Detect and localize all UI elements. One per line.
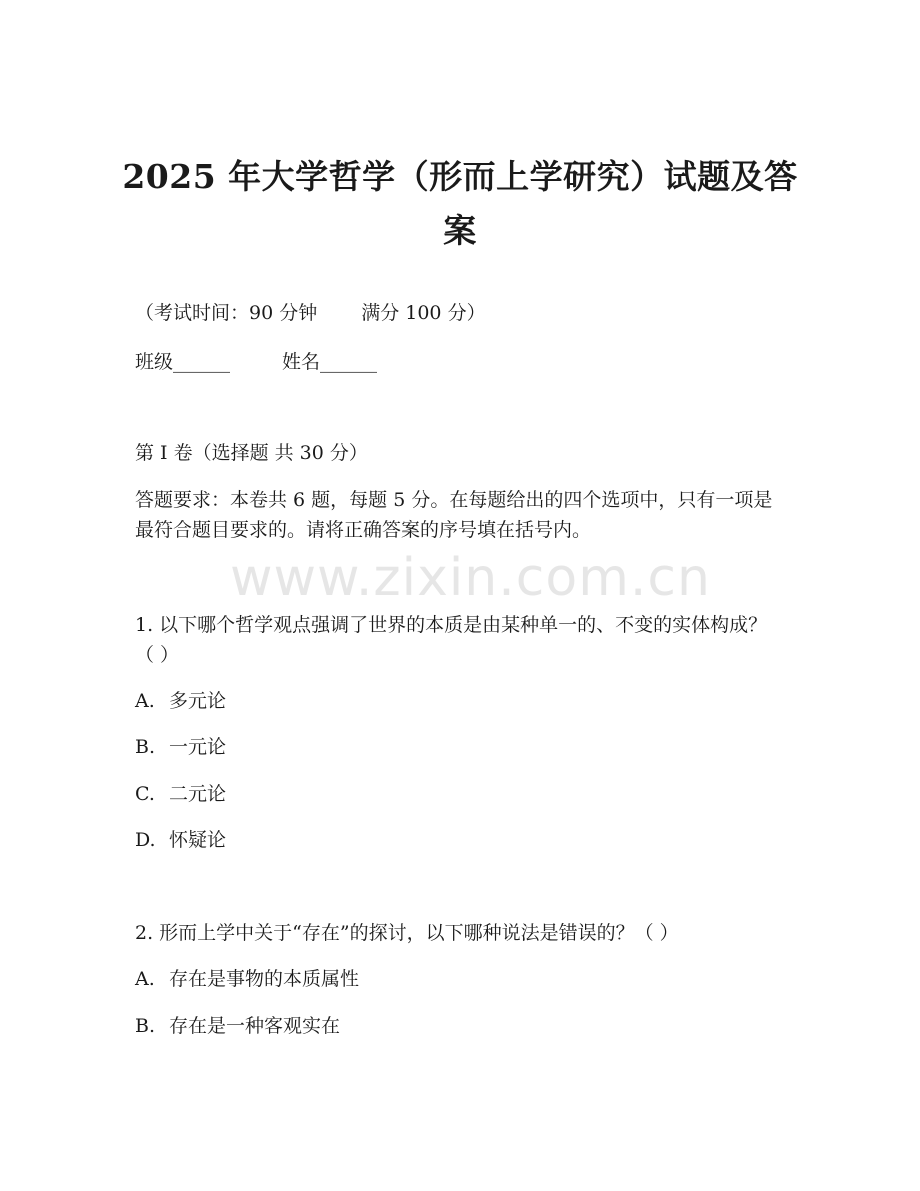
- option-text: 怀疑论: [169, 829, 227, 851]
- class-field: 班级______: [135, 351, 231, 373]
- option-letter: A.: [135, 690, 155, 712]
- section-instructions: 答题要求：本卷共 6 题，每题 5 分。在每题给出的四个选项中，只有一项是最符合题目要求的。请将正确答案的序号填在括号内。: [135, 489, 773, 541]
- exam-time: （考试时间：90 分钟: [135, 302, 318, 324]
- question-2-option-b: [135, 1011, 340, 1041]
- document-title: 2025 年大学哲学（形而上学研究）试题及答案: [122, 157, 798, 250]
- question-1-option-c: [135, 779, 226, 809]
- question-1-stem: 1. 以下哪个哲学观点强调了世界的本质是由某种单一的、不变的实体构成？（ ）: [135, 614, 768, 666]
- question-2-option-a: [135, 964, 359, 994]
- option-letter: B.: [135, 736, 156, 758]
- option-letter: B.: [135, 1015, 156, 1037]
- option-text: 存在是事物的本质属性: [169, 968, 360, 990]
- question-1-option-a: [135, 686, 226, 716]
- exam-full-score: 满分 100 分）: [361, 302, 486, 324]
- question-1-option-d: [135, 825, 226, 855]
- option-text: 二元论: [169, 783, 227, 805]
- watermark: www.zixin.com.cn: [230, 548, 711, 608]
- option-text: 一元论: [169, 736, 227, 758]
- exam-info: [135, 298, 486, 328]
- question-2-stem: 2. 形而上学中关于“存在”的探讨，以下哪种说法是错误的？（ ）: [135, 922, 679, 944]
- name-field: 姓名______: [282, 351, 378, 373]
- student-fields: [135, 347, 377, 377]
- option-letter: A.: [135, 968, 155, 990]
- option-text: 存在是一种客观实在: [169, 1015, 341, 1037]
- section-heading: 第 I 卷（选择题 共 30 分）: [135, 442, 368, 464]
- question-1-option-b: [135, 732, 226, 762]
- option-letter: D.: [135, 829, 156, 851]
- option-text: 多元论: [169, 690, 227, 712]
- option-letter: C.: [135, 783, 155, 805]
